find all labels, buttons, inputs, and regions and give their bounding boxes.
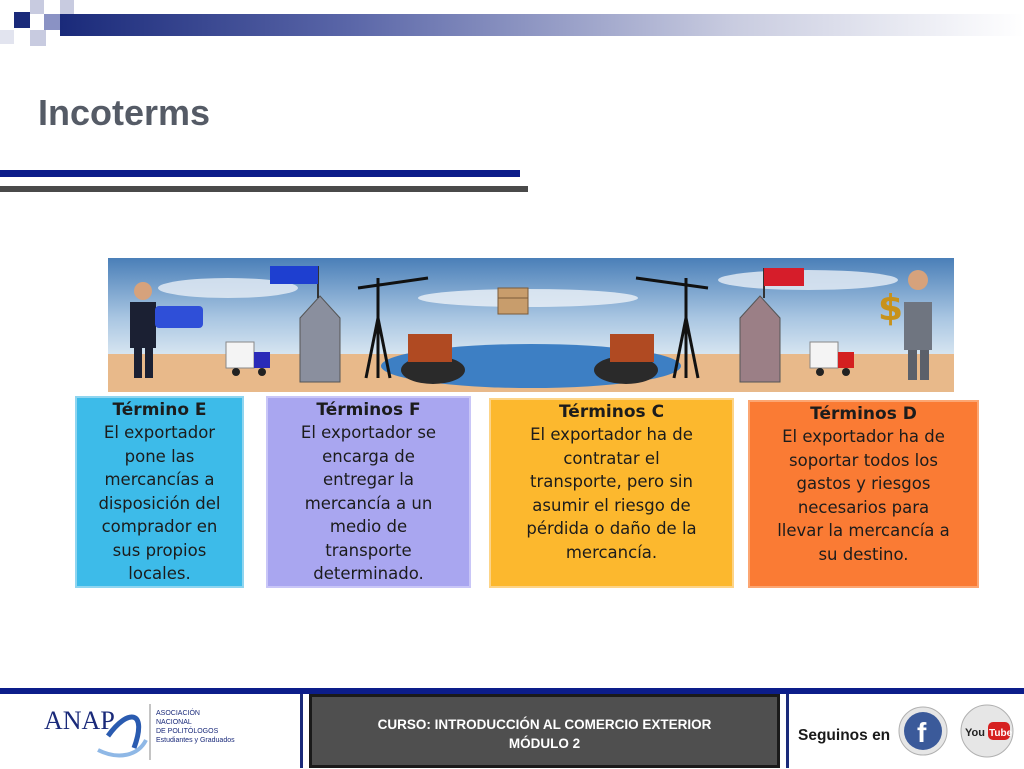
banner-square bbox=[14, 12, 30, 28]
term-line: transporte, pero sin bbox=[530, 472, 693, 491]
term-line: sus propios bbox=[112, 540, 207, 560]
term-heading: Términos C bbox=[558, 402, 665, 422]
term-e-box bbox=[75, 396, 244, 588]
term-line: locales. bbox=[128, 564, 191, 583]
term-line: encarga de bbox=[322, 446, 415, 466]
banner-square bbox=[44, 14, 60, 30]
anap-logo bbox=[38, 700, 298, 764]
term-line: determinado. bbox=[313, 564, 424, 583]
term-line: pone las bbox=[124, 446, 195, 466]
banner-square bbox=[60, 0, 74, 14]
banner-square bbox=[0, 30, 14, 44]
logo-name: ANAP bbox=[44, 706, 115, 735]
cloud bbox=[718, 270, 898, 290]
banner-gradient bbox=[60, 14, 1024, 36]
course-banner bbox=[309, 694, 780, 768]
term-line: comprador en bbox=[101, 517, 218, 536]
dollar-sign-icon: $ bbox=[878, 288, 904, 329]
cargo-box bbox=[498, 288, 528, 314]
term-line: mercancía a un bbox=[304, 493, 433, 513]
term-line: contratar el bbox=[563, 448, 660, 468]
course-title: CURSO: INTRODUCCIÓN AL COMERCIO EXTERIOR bbox=[377, 717, 712, 732]
term-line: soportar todos los bbox=[789, 450, 938, 470]
logo-org-line: DE POLITÓLOGOS bbox=[156, 728, 219, 735]
term-line: El exportador ha de bbox=[782, 427, 945, 446]
term-c-box bbox=[489, 398, 734, 588]
logo-org-line: Estudiantes y Graduados bbox=[156, 737, 235, 744]
youtube-icon[interactable] bbox=[960, 704, 1014, 758]
banner-square bbox=[30, 30, 46, 46]
social-label: Seguinos en bbox=[798, 727, 891, 744]
term-line: pérdida o daño de la bbox=[526, 519, 697, 538]
term-line: llevar la mercancía a bbox=[777, 521, 950, 540]
course-module: MÓDULO 2 bbox=[508, 736, 581, 751]
term-line: El exportador se bbox=[300, 423, 437, 442]
logo-org-line: NACIONAL bbox=[156, 719, 192, 726]
top-banner bbox=[0, 0, 1024, 48]
svg-text:Tube: Tube bbox=[989, 728, 1013, 739]
title-rule-gray bbox=[0, 186, 528, 192]
term-line: mercancía. bbox=[565, 542, 658, 562]
footer-divider bbox=[300, 694, 303, 768]
banner-square bbox=[30, 0, 44, 14]
term-line: entregar la bbox=[323, 470, 414, 489]
facebook-icon[interactable] bbox=[898, 706, 948, 756]
term-line: mercancías a bbox=[104, 470, 215, 489]
term-line: disposición del bbox=[98, 493, 221, 513]
term-line: su destino. bbox=[818, 544, 909, 564]
logo-org-line: ASOCIACIÓN bbox=[156, 710, 200, 717]
term-line: El exportador bbox=[103, 423, 216, 442]
term-f-box bbox=[266, 396, 471, 588]
term-line: medio de bbox=[329, 517, 408, 536]
svg-text:f: f bbox=[917, 717, 927, 748]
term-heading: Término E bbox=[112, 400, 207, 420]
footer-divider bbox=[786, 694, 789, 768]
term-line: transporte bbox=[325, 540, 412, 560]
svg-text:You: You bbox=[965, 727, 985, 739]
term-heading: Términos D bbox=[810, 404, 917, 424]
title-rule-blue bbox=[0, 170, 520, 177]
term-heading: Términos F bbox=[316, 400, 421, 420]
term-line: El exportador ha de bbox=[530, 425, 693, 444]
term-line: necesarios para bbox=[797, 497, 930, 517]
slide-title: Incoterms bbox=[38, 92, 211, 133]
incoterms-illustration bbox=[108, 258, 954, 392]
term-d-box bbox=[748, 400, 979, 588]
term-line: asumir el riesgo de bbox=[532, 495, 691, 515]
term-line: gastos y riesgos bbox=[796, 474, 931, 493]
